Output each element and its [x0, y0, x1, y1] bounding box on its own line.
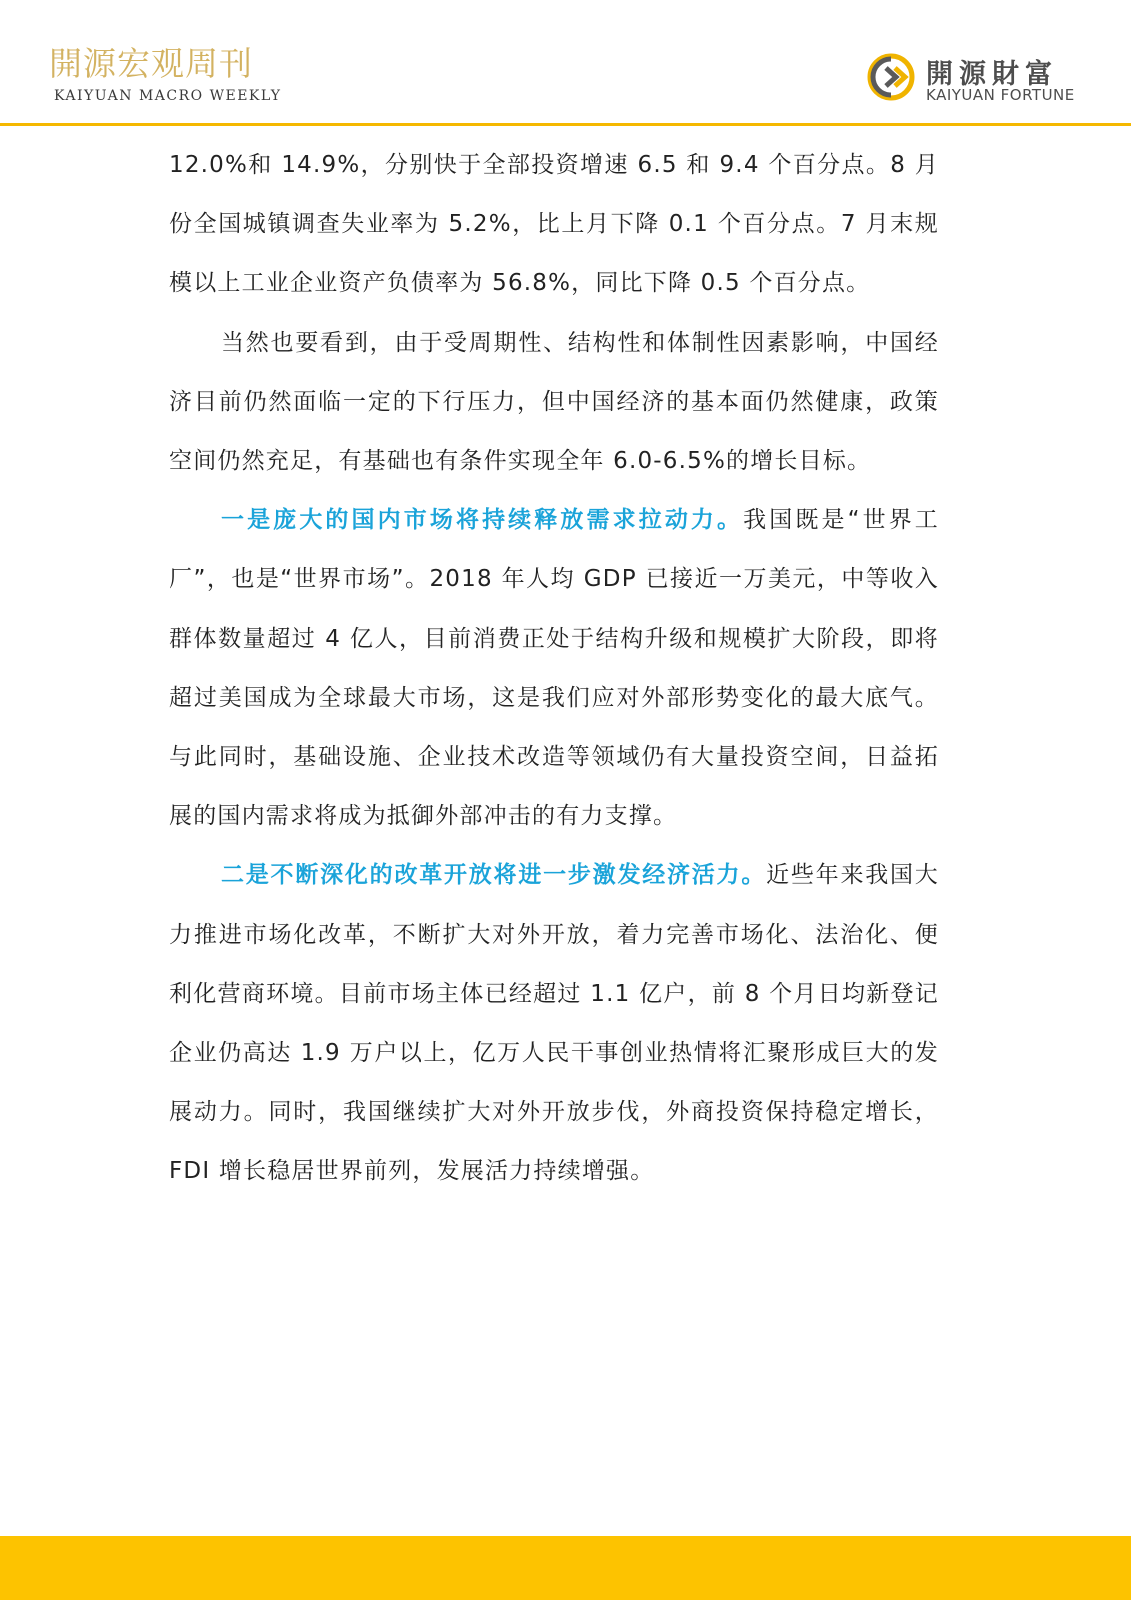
logo-text-cn: 開源財富 — [926, 59, 1058, 90]
paragraph-highlight-lead: 二是不断深化的改革开放将进一步激发经济活力。 — [221, 862, 767, 889]
paragraph-downward-pressure — [169, 314, 939, 492]
logo-text-en: KAIYUAN FORTUNE — [926, 86, 1075, 104]
publication-title: 開源宏观周刊 — [49, 44, 253, 83]
paragraph-domestic-market — [169, 491, 939, 846]
company-logo — [866, 52, 1086, 108]
paragraph-text: 12.0%和 14.9%，分别快于全部投资增速 6.5 和 9.4 个百分点。8 月份全国城镇调查失业率为 5.2%，比上月下降 0.1 个百分点。7 月末规模以上工业企业资产负债率为 56.8%，同比下降 0.5 个百分点。 — [169, 152, 939, 297]
paragraph-highlight-lead: 一是庞大的国内市场将持续释放需求拉动力。 — [221, 507, 744, 534]
paragraph-reform-opening — [169, 846, 939, 1201]
paragraph-text: 我国既是“世界工厂”，也是“世界市场”。2018 年人均 GDP 已接近一万美元，中等收入群体数量超过 4 亿人，目前消费正处于结构升级和规模扩大阶段，即将超过美国成为全球最大市场，这是我们应对外部形势变化的最大底气。与此同时，基础设施、企业技术改造等领域仍有大量投资空间，日益拓展的国内需求将成为抵御外部冲击的有力支撑。 — [169, 507, 940, 830]
paragraph-employment-stats — [169, 136, 939, 314]
paragraph-text: 当然也要看到，由于受周期性、结构性和体制性因素影响，中国经济目前仍然面临一定的下行压力，但中国经济的基本面仍然健康，政策空间仍然充足，有基础也有条件实现全年 6.0-6.5%的增长目标。 — [169, 329, 939, 475]
paragraph-text: 近些年来我国大力推进市场化改革，不断扩大对外开放，着力完善市场化、法治化、便利化营商环境。目前市场主体已经超过 1.1 亿户，前 8 个月日均新登记企业仍高达 1.9 万户以上，亿万人民干事创业热情将汇聚形成巨大的发展动力。同时，我国继续扩大对外开放步伐，外商投资保持稳定增长，FDI 增长稳居世界前列，发展活力持续增强。 — [169, 862, 939, 1185]
page-header — [0, 0, 1131, 126]
footer-bar — [0, 1536, 1131, 1600]
publication-subtitle: KAIYUAN MACRO WEEKLY — [54, 88, 282, 104]
kaiyuan-logo-icon — [866, 52, 916, 102]
header-divider — [0, 123, 1131, 126]
article-body — [169, 136, 939, 1202]
